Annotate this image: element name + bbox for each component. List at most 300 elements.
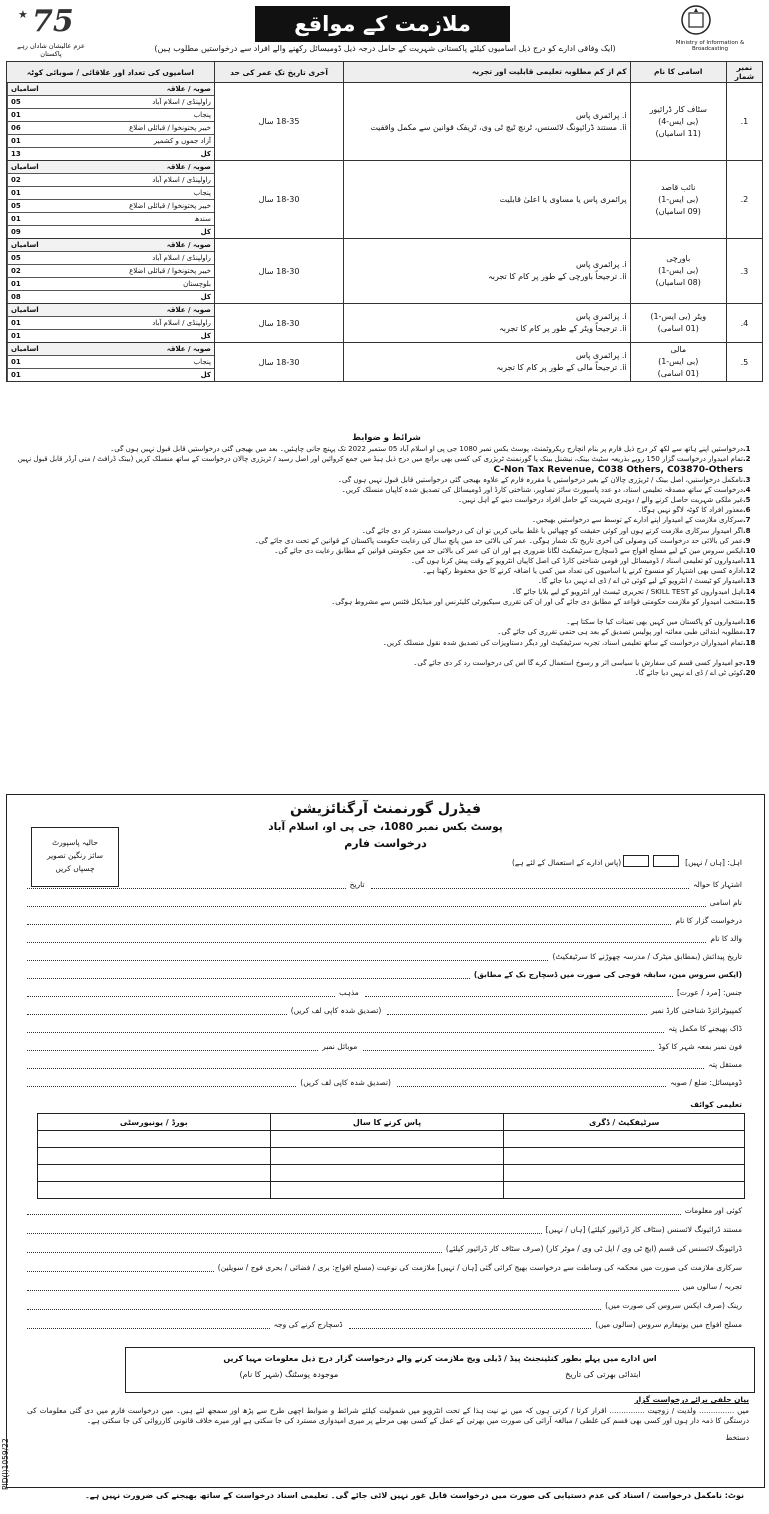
quota-row: [8, 200, 214, 213]
field-input-line[interactable]: [27, 1041, 318, 1051]
form-field: [27, 1243, 742, 1253]
form-field: [27, 951, 742, 961]
field-label: مسلح افواج میں یونیفارم سروس (سالوں میں): [595, 1320, 742, 1329]
job-row: [7, 161, 763, 239]
quota-row: [8, 278, 214, 291]
term-item: [14, 465, 759, 475]
quota-area: صوبہ / علاقہ: [62, 304, 214, 317]
banner-title: ملازمت کے مواقع: [255, 6, 510, 42]
quota-total: [8, 330, 214, 343]
quota-count: 05: [8, 200, 63, 213]
quota-area: صوبہ / علاقہ: [62, 239, 214, 252]
quota-row: [8, 122, 214, 135]
quota-area: پنجاب: [62, 109, 214, 122]
quota-count: اسامیاں: [8, 239, 63, 252]
term-text: غیر ملکی شہریت حاصل کرنے والے / دوہری شہریت کے حامل افراد درخواست دینے کے اہل نہیں۔: [457, 495, 743, 504]
job-sn: 1.: [726, 83, 762, 161]
job-row: [7, 304, 763, 343]
term-text: مطلوبہ ابتدائی طبی معائنہ اور پولیس تصدیق کے بعد ہی حتمی تقرری کی جائے گی۔: [497, 628, 743, 637]
job-age: 18-30 سال: [214, 304, 343, 343]
quota-area: راولپنڈی / اسلام آباد: [62, 96, 214, 109]
term-item: [14, 496, 759, 506]
field-extra-label: (تصدیق شدہ کاپی لف کریں): [300, 1078, 391, 1087]
quota-area: بلوچستان: [62, 278, 214, 291]
job-quota: [7, 239, 215, 304]
quota-count: 01: [8, 187, 63, 200]
flag-icon: ★: [18, 8, 28, 21]
eligible-row: [142, 855, 742, 867]
form-address: پوسٹ بکس نمبر 1080، جی پی او، اسلام آباد: [268, 821, 503, 833]
form-field: [27, 933, 742, 943]
quota-row: [8, 96, 214, 109]
quota-table: [7, 343, 214, 381]
field-input-line[interactable]: [397, 1077, 666, 1087]
field-label: رینک (صرف ایکس سروس کی صورت میں): [605, 1301, 742, 1310]
quota-area: پنجاب: [62, 356, 214, 369]
job-qualification: [344, 239, 630, 304]
term-number: 11.: [743, 557, 756, 566]
quota-total: [8, 291, 214, 304]
photo-box: [31, 827, 119, 887]
term-text: C-Non Tax Revenue, C038 Others, C03870-Others: [493, 465, 743, 476]
term-number: 4.: [743, 485, 751, 494]
term-number: 17.: [743, 628, 756, 637]
quota-count: اسامیاں: [8, 83, 63, 96]
job-post: [630, 239, 726, 304]
form-field: [27, 1077, 742, 1087]
form-field: [27, 1059, 742, 1069]
quota-header: [8, 161, 214, 174]
col-post: اسامی کا نام: [630, 62, 726, 83]
term-item: [14, 476, 759, 486]
terms-list: [14, 445, 759, 679]
term-item: [14, 537, 759, 547]
job-row: [7, 343, 763, 382]
term-text: معذور افراد کا کوٹہ لاگو نہیں ہوگا۔: [637, 506, 743, 515]
col-qualification: کم از کم مطلوبہ تعلیمی قابلیت اور تجربہ: [344, 62, 630, 83]
quota-count: 01: [8, 109, 63, 122]
post-line: (بی ایس-1): [658, 266, 699, 275]
term-number: [743, 465, 759, 475]
term-item: [14, 577, 759, 587]
field-input-line[interactable]: [27, 969, 470, 979]
job-row: [7, 83, 763, 161]
field-input-line[interactable]: [27, 915, 671, 925]
box-initial-date: ابتدائی بھرتی کی تاریخ: [565, 1370, 641, 1379]
job-age: 18-30 سال: [214, 239, 343, 304]
qualification-line: ii. ترجیحاً ویٹر کے طور پر کام کا تجربہ: [499, 324, 627, 333]
field-input-line[interactable]: [27, 933, 706, 943]
job-age: 18-35 سال: [214, 83, 343, 161]
qualification-line: i. پرائمری پاس: [575, 312, 627, 321]
quota-total: [8, 369, 214, 382]
term-number: 15.: [743, 597, 756, 606]
term-item: [14, 516, 759, 526]
edu-row[interactable]: [38, 1182, 745, 1199]
col-age: آخری تاریخ تک عمر کی حد: [214, 62, 343, 83]
job-quota: [7, 83, 215, 161]
field-input-line[interactable]: [27, 1005, 287, 1015]
term-item: [14, 598, 759, 618]
jubilee-75-logo: [18, 4, 88, 42]
edu-col-degree: سرٹیفکیٹ / ڈگری: [504, 1114, 745, 1131]
col-quota: اسامیوں کی تعداد اور علاقائی / صوبائی کوٹہ: [7, 62, 215, 83]
field-label: جنس: [مرد / عورت]: [676, 988, 742, 997]
quota-area: صوبہ / علاقہ: [62, 161, 214, 174]
job-sn: 4.: [726, 304, 762, 343]
quota-count: 05: [8, 252, 63, 265]
field-extra-label: موبائل نمبر: [322, 1042, 358, 1051]
term-number: 12.: [743, 567, 756, 576]
field-input-line[interactable]: [27, 1205, 681, 1215]
quota-count: 01: [8, 135, 63, 148]
quota-count: 01: [8, 356, 63, 369]
field-input-line[interactable]: [371, 879, 690, 889]
quota-area: سندھ: [62, 213, 214, 226]
quota-count: 01: [8, 369, 63, 382]
field-input-line[interactable]: [387, 1005, 647, 1015]
form-field: [27, 1300, 742, 1310]
box-current-posting: موجودہ پوسٹنگ (شہر کا نام): [239, 1370, 339, 1379]
qualification-line: i. پرائمری پاس: [575, 110, 627, 120]
quota-count: 09: [8, 226, 63, 239]
quota-count: اسامیاں: [8, 161, 63, 174]
job-qualification: [344, 304, 630, 343]
quota-count: 01: [8, 213, 63, 226]
field-label: تاریخ پیدائش (بمطابق میٹرک / مدرسہ چھوڑنے کا سرٹیفکیٹ): [552, 952, 742, 961]
term-item: [14, 527, 759, 537]
form-field: [27, 879, 742, 889]
form-field: [27, 1041, 742, 1051]
post-line: باورچی: [666, 254, 691, 263]
term-item: [14, 547, 759, 557]
post-line: (01 اسامی): [657, 369, 699, 378]
header: [0, 0, 769, 58]
signature-label: دستخط: [725, 1432, 749, 1442]
field-label: ڈومیسائل: ضلع / صوبہ: [670, 1078, 742, 1087]
post-line: (09 اسامیاں): [655, 206, 701, 216]
term-text: اہل امیدواروں کو SKILL TEST / تحریری ٹیسٹ اور انٹرویو کے لیے بلایا جائے گا۔: [511, 587, 743, 596]
term-text: تمام امیدواران درخواست کے ساتھ تعلیمی اسناد، تجربہ سرٹیفکیٹ اور دیگر دستاویزات کی تصدیق شدہ نقول منسلک کریں۔: [382, 638, 743, 647]
photo-note-line: سائز رنگین تصویر: [46, 851, 104, 860]
field-input-line[interactable]: [27, 1224, 542, 1234]
quota-count: 05: [8, 96, 63, 109]
edu-col-year: پاس کرنے کا سال: [270, 1114, 504, 1131]
quota-table: [7, 304, 214, 342]
pid-number: PID(I)1059/22: [1, 1438, 10, 1490]
term-text: سرکاری ملازمت کے امیدوار اپنے ادارے کے توسط سے درخواستیں بھیجیں۔: [531, 516, 743, 525]
quota-header: [8, 304, 214, 317]
quota-area: صوبہ / علاقہ: [62, 343, 214, 356]
previous-employment-box: [125, 1347, 755, 1393]
field-input-line[interactable]: [27, 987, 335, 997]
quota-row: [8, 187, 214, 200]
quota-count: 13: [8, 148, 63, 161]
post-line: (08 اسامیاں): [655, 278, 701, 287]
quota-header: [8, 83, 214, 96]
field-input-line[interactable]: [27, 1300, 601, 1310]
form-field: [27, 987, 742, 997]
eligible-checkbox[interactable]: [653, 855, 679, 867]
term-number: 3.: [743, 475, 751, 484]
quota-row: [8, 356, 214, 369]
job-qualification: [344, 83, 630, 161]
post-line: (01 اسامی): [657, 324, 699, 333]
quota-total: [8, 148, 214, 161]
quota-table: [7, 161, 214, 238]
job-sn: 2.: [726, 161, 762, 239]
field-input-line[interactable]: [27, 951, 548, 961]
quota-area: کل: [200, 293, 211, 301]
term-number: 13.: [743, 577, 756, 586]
term-number: 18.: [743, 638, 756, 647]
field-label: کوئی اور معلومات: [684, 1206, 742, 1215]
term-text: درخواستیں اپنے ہاتھ سے لکھ کر درج ذیل فارم پر بنام انچارج ریکروٹمنٹ، پوسٹ بکس نمبر 1080 جی پی او اسلام آباد 05 ستمبر 2022 تک پہنچ جانی چاہئیں۔ بعد میں بھیجی گئی درخواستیں قابل قبول نہیں ہوں گی۔: [110, 445, 743, 453]
term-text: نامکمل درخواستیں، اصل بینک / ٹریژری چالان کے بغیر درخواستیں یا مقررہ فارم کے علاوہ بھیجی گئی درخواستیں قابل قبول نہیں ہوں گی۔: [337, 475, 743, 484]
quota-area: پنجاب: [62, 187, 214, 200]
field-label: سرکاری ملازمت کی صورت میں محکمہ کی وساطت سے درخواست بھیج کرائی گئی [ہاں / نہیں] ملازمت کی نوعیت (مسلح افواج: بری / فضائی / بحری فوج / سویلین): [217, 1263, 742, 1272]
term-number: 1.: [743, 445, 751, 453]
photo-note-line: چسپاں کریں: [55, 864, 95, 873]
form-field: [27, 1281, 742, 1291]
quota-area: راولپنڈی / اسلام آباد: [62, 174, 214, 187]
job-quota: [7, 343, 215, 382]
motto-text: عزم عالیشان شاداں رہے پاکستان: [17, 42, 85, 58]
form-field: [27, 1205, 742, 1215]
field-input-line[interactable]: [27, 1262, 214, 1272]
quota-area: راولپنڈی / اسلام آباد: [62, 317, 214, 330]
quota-area: راولپنڈی / اسلام آباد: [62, 252, 214, 265]
quota-area: کل: [200, 332, 211, 340]
field-label: نام اسامی: [709, 898, 742, 907]
edu-row[interactable]: [38, 1165, 745, 1182]
quota-count: 02: [8, 265, 63, 278]
field-label: ڈاک بھیجنے کا مکمل پتہ: [668, 1024, 742, 1033]
affidavit-text: میں ............... ولدیت / زوجیت ............... اقرار کرتا / کرتی ہوں کہ میں نے نیت ہذا کے تحت انٹرویو میں شمولیت کیلئے شرائط و ضوابط اچھی طرح سے پڑھ اور سمجھ لئے ہیں۔ میں درخواست فارم میں دی گئی معلومات کی درستگی کا ذمہ دار ہوں اور کسی بھی قسم کی غلطی / مبالغہ آرائی کی صورت میں بھرتی کے عمل کے کسی بھی مرحلے پر میری امیدواری مسترد کی جا سکتی ہے اور میرے خلاف قانونی کارروائی کی جا سکتی ہے۔: [27, 1405, 749, 1425]
term-number: 7.: [743, 516, 751, 525]
quota-row: [8, 174, 214, 187]
post-line: (بی ایس-1): [658, 194, 699, 204]
quota-count: 06: [8, 122, 63, 135]
quota-table: [7, 239, 214, 303]
term-number: 2.: [743, 455, 751, 464]
field-label: اشتہار کا حوالہ: [693, 880, 742, 889]
term-number: 20.: [743, 669, 756, 678]
term-item: [14, 618, 759, 628]
term-text: منتخب امیدوار کو ملازمت حکومتی قواعد کے مطابق دی جائے گی اور ان کی تقرری سیکیورٹی کلیئرنس اور میڈیکل فٹنس سے مشروط ہوگی۔: [331, 597, 743, 606]
field-input-line[interactable]: [27, 1281, 679, 1291]
field-extra-label: (تصدیق شدہ کاپی لف کریں): [290, 1006, 382, 1015]
quota-row: [8, 135, 214, 148]
photo-note-line: حالیہ پاسپورٹ: [52, 838, 98, 847]
field-input-line[interactable]: [27, 1023, 664, 1033]
term-item: [14, 455, 759, 465]
term-item: [14, 445, 759, 455]
term-item: [14, 659, 759, 669]
job-qualification: [344, 161, 630, 239]
quota-row: [8, 317, 214, 330]
form-field: [27, 1319, 742, 1329]
job-post: [630, 343, 726, 382]
post-line: (بی ایس-1): [658, 357, 699, 366]
quota-area: خیبر پختونخوا / قبائلی اضلاع: [62, 122, 214, 135]
term-number: 8.: [743, 526, 751, 535]
jobs-table: [6, 61, 763, 382]
quota-area: کل: [200, 371, 211, 379]
form-field: [27, 1262, 742, 1272]
qualification-line: i. پرائمری پاس: [575, 351, 627, 360]
box-line1: اس ادارے میں پہلے بطور کنٹینجنٹ پیڈ / ڈیلی ویج ملازمت کرنے والے درخواست گزار درج ذیل معلومات مہیا کریں: [223, 1354, 657, 1363]
field-input-line[interactable]: [27, 897, 706, 907]
field-label: مستند ڈرائیونگ لائسنس (سٹاف کار ڈرائیور کیلئے) [ہاں / نہیں]: [545, 1225, 742, 1234]
post-line: (بی ایس-4): [658, 116, 699, 126]
term-number: 9.: [743, 536, 751, 545]
job-row: [7, 239, 763, 304]
term-number: 14.: [743, 587, 756, 596]
jobs-table-header: [7, 62, 763, 83]
quota-count: 01: [8, 330, 63, 343]
post-line: ویٹر (بی ایس-1): [650, 312, 707, 321]
field-label: فون نمبر بمعہ شہر کا کوڈ: [658, 1042, 742, 1051]
field-label: تجربہ / سالوں میں: [682, 1282, 742, 1291]
field-input-line[interactable]: [27, 1319, 270, 1329]
term-item: [14, 588, 759, 598]
term-number: 6.: [743, 506, 751, 515]
form-field: [27, 1005, 742, 1015]
quota-area: خیبر پختونخوا / قبائلی اضلاع: [62, 265, 214, 278]
term-text: امیدواروں کو تعلیمی اسناد / ڈومیسائل اور قومی شناختی کارڈ کی اصل کاپیاں انٹرویو کے وقت پیش کرنا ہوں گی۔: [410, 557, 743, 566]
col-sn: نمبر شمار: [726, 62, 762, 83]
term-number: 19.: [743, 658, 756, 667]
quota-row: [8, 252, 214, 265]
form-title: درخواست فارم: [344, 837, 427, 850]
subtitle: (ایک وفاقی ادارے کو درج ذیل اسامیوں کیلئے پاکستانی شہریت کے حامل درجہ ذیل ڈومیسائل رکھنے والے افراد سے درخواستیں مطلوب ہیں): [154, 44, 616, 53]
application-form: [6, 794, 765, 1488]
quota-count: 01: [8, 317, 63, 330]
field-input-line[interactable]: [349, 1319, 592, 1329]
office-use-note: (پاس ادارے کے استعمال کے لئے ہے): [511, 858, 622, 867]
field-extra-label: ڈسچارج کرنے کی وجہ: [273, 1320, 343, 1329]
job-post: [630, 161, 726, 239]
field-label: ڈرائیونگ لائسنس کی قسم (ایچ ٹی وی / ایل ٹی وی / موٹر کار) (صرف سٹاف کار ڈرائیور کیلئے): [445, 1244, 742, 1253]
quota-row: [8, 213, 214, 226]
job-quota: [7, 161, 215, 239]
quota-area: صوبہ / علاقہ: [62, 83, 214, 96]
education-table: [37, 1113, 745, 1199]
eligible-label: اہل: [ہاں / نہیں]: [685, 858, 742, 867]
affidavit: [27, 1395, 749, 1481]
post-line: مالی: [670, 345, 687, 354]
post-line: نائب قاصد: [660, 182, 696, 192]
field-extra-label: تاریخ: [349, 880, 365, 889]
quota-count: 08: [8, 291, 63, 304]
eligible-checkbox[interactable]: [623, 855, 649, 867]
quota-area: کل: [200, 228, 211, 236]
form-field: [27, 1023, 742, 1033]
quota-area: آزاد جموں و کشمیر: [62, 135, 214, 148]
qualification-line: ii. مستند ڈرائیونگ لائسنس، ٹرنچ ٹیچ ٹی وی، ٹریفک قوانین سے مکمل واقفیت: [370, 122, 627, 132]
term-number: 16.: [743, 618, 756, 627]
post-line: سٹاف کار ڈرائیور: [649, 104, 707, 114]
field-label: کمپیوٹرائزڈ شناختی کارڈ نمبر: [651, 1006, 742, 1015]
term-item: [14, 486, 759, 496]
state-emblem-icon: [680, 4, 712, 36]
term-item: [14, 669, 759, 679]
job-post: [630, 83, 726, 161]
field-extra-label: مذہب: [339, 988, 359, 997]
edu-row[interactable]: [38, 1148, 745, 1165]
quota-row: [8, 265, 214, 278]
term-item: [14, 567, 759, 577]
qualification-line: ii. ترجیحاً مالی کے طور پر کام کا تجربہ: [496, 363, 627, 372]
term-text: درخواست کے ساتھ مصدقہ تعلیمی اسناد، دو عدد پاسپورٹ سائز تصاویر، شناختی کارڈ اور ڈومیسائل کی تصدیق شدہ کاپیاں منسلک کریں۔: [341, 485, 743, 494]
edu-col-board: بورڈ / یونیورسٹی: [38, 1114, 271, 1131]
quota-area: خیبر پختونخوا / قبائلی اضلاع: [62, 200, 214, 213]
term-text: عمر کی بالائی حد درخواست کی وصولی کی آخری تاریخ تک شمار ہوگی۔ عمر کی بالائی حد میں پانچ سال کی رعایت حکومت پاکستان کے قوانین کے تحت دی جائے گی۔: [254, 536, 743, 545]
field-input-line[interactable]: [27, 1077, 296, 1087]
term-text: جو امیدوار کسی قسم کی سفارش یا سیاسی اثر و رسوخ استعمال کرے گا اس کی درخواست رد کر دی جائے گی۔: [413, 658, 743, 667]
field-label: (ایکس سروس مین، سابقہ فوجی کی صورت میں ڈسچارج بک کے مطابق): [473, 970, 742, 979]
post-line: (11 اسامیاں): [655, 128, 701, 138]
job-age: 18-30 سال: [214, 343, 343, 382]
edu-row[interactable]: [38, 1131, 745, 1148]
form-field: [27, 969, 742, 979]
qualification-line: ii. ترجیحاً باورچی کے طور پر کام کا تجربہ: [488, 272, 627, 281]
term-number: 5.: [743, 495, 751, 504]
footer-note: نوٹ: نامکمل درخواست / اسناد کی عدم دستیابی کی صورت میں درخواست قابل غور نہیں لائی جائے گی۔ تعلیمی اسناد درخواست کے ساتھ بھیجنے کی ضرورت نہیں ہے۔: [85, 1491, 744, 1500]
form-org-title: فیڈرل گورنمنٹ آرگنائزیشن: [289, 801, 482, 817]
term-text: ادارہ کسی بھی اشتہار کو منسوخ کرنے یا اسامیوں کی تعداد میں کمی یا اضافہ کرنے کا حق محفوظ رکھتا ہے۔: [422, 567, 743, 576]
term-text: کوئی ٹی اے / ڈی اے نہیں دیا جائے گا۔: [634, 669, 743, 678]
ministry-name: Ministry of Information & Broadcasting: [675, 40, 745, 52]
quota-total: [8, 226, 214, 239]
field-label: درخواست گزار کا نام: [675, 916, 742, 925]
quota-count: اسامیاں: [8, 343, 63, 356]
quota-count: 02: [8, 174, 63, 187]
quota-count: 01: [8, 278, 63, 291]
job-post: [630, 304, 726, 343]
form-field: [27, 915, 742, 925]
term-item: [14, 506, 759, 516]
badge-number: 75: [32, 4, 74, 39]
affidavit-title: بیان حلفی برائے درخواست گزار: [634, 1395, 749, 1404]
term-item: [14, 639, 759, 659]
job-quota: [7, 304, 215, 343]
term-text: ایکس سروس مین کے لیے مسلح افواج سے ڈسچارج سرٹیفکیٹ لگانا ضروری ہے اور ان کی عمر کی بالائی حد میں حکومتی قوانین کے مطابق رعایت دی جائے گی۔: [274, 546, 743, 555]
edu-heading: تعلیمی کوائف: [690, 1100, 742, 1109]
quota-count: اسامیاں: [8, 304, 63, 317]
edu-heading-row: [27, 1100, 742, 1109]
form-field: [27, 1224, 742, 1234]
job-age: 18-30 سال: [214, 161, 343, 239]
terms-section: [14, 433, 759, 679]
field-input-line[interactable]: [27, 1059, 704, 1069]
field-input-line[interactable]: [27, 1243, 442, 1253]
qualification-line: i. پرائمری پاس: [575, 260, 627, 269]
field-input-line[interactable]: [27, 879, 346, 889]
field-input-line[interactable]: [365, 987, 673, 997]
term-text: تمام امیدوار درخواست گزار 150 روپے بذریعہ سٹیٹ بینک، نیشنل بینک یا گورنمنٹ ٹریژری کی کسی بھی برانچ میں درج ذیل ہیڈ میں جمع کروائیں اور اصل رسید / ٹریژری چالان درخواست کے ساتھ منسلک کریں (بینک ڈرافٹ / منی آرڈر قابل قبول نہیں: [17, 455, 743, 464]
job-sn: 5.: [726, 343, 762, 382]
field-input-line[interactable]: [363, 1041, 654, 1051]
term-text: اگر امیدوار سرکاری ملازمت کرتے ہوں اور کوئی حقیقت کو چھپائیں یا غلط بیانی کریں تو ان کی درخواست مسترد کر دی جائے گی۔: [361, 526, 743, 535]
term-item: [14, 628, 759, 638]
terms-heading: شرائط و ضوابط: [352, 433, 421, 443]
quota-row: [8, 109, 214, 122]
term-number: 10.: [743, 546, 756, 555]
quota-header: [8, 343, 214, 356]
quota-area: کل: [200, 150, 211, 158]
